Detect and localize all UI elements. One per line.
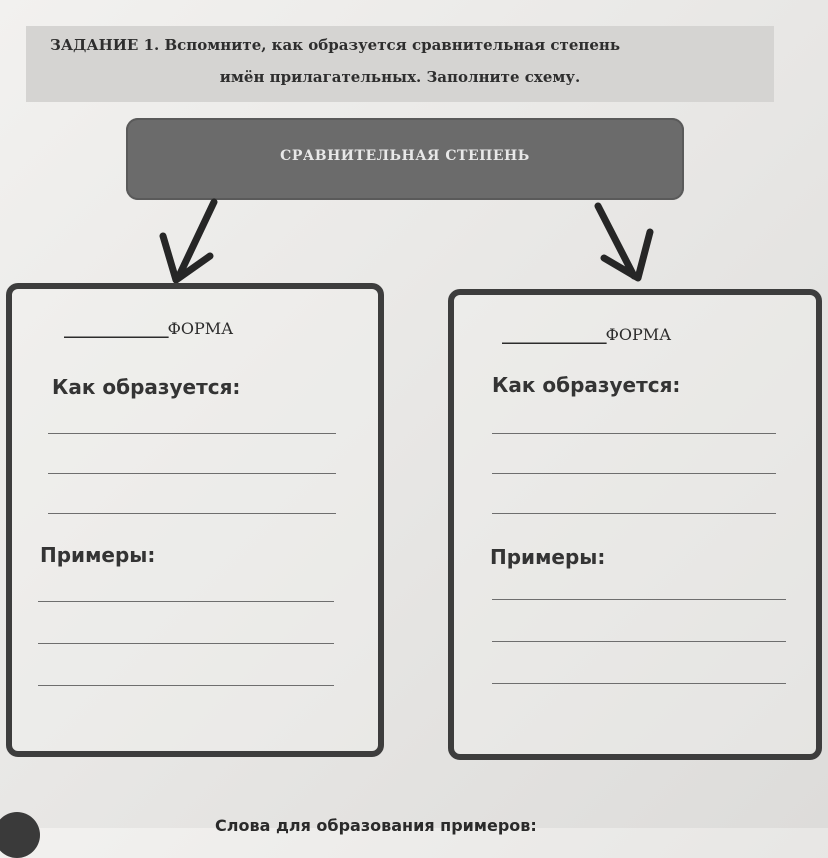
task-title-line-2: имён прилагательных. Заполните схему. [219,68,581,86]
right-forma-blank[interactable]: ____________ [502,325,606,344]
right-example-line-2[interactable] [492,641,786,642]
left-how-label: Как образуется: [52,375,241,399]
left-examples-label: Примеры: [40,543,156,567]
right-forma-row [502,325,671,344]
left-form-panel [6,283,384,757]
right-how-label: Как образуется: [492,373,681,397]
left-how-line-1[interactable] [48,433,336,434]
left-how-line-2[interactable] [48,473,336,474]
left-forma-row [64,319,233,338]
left-example-line-1[interactable] [38,601,334,602]
right-example-line-3[interactable] [492,683,786,684]
left-example-line-3[interactable] [38,685,334,686]
right-forma-label: ФОРМА [605,325,672,344]
left-how-line-3[interactable] [48,513,336,514]
task-banner [26,26,774,102]
left-example-line-2[interactable] [38,643,334,644]
right-example-line-1[interactable] [492,599,786,600]
right-arrow [598,206,650,278]
left-forma-blank[interactable]: ____________ [64,319,168,338]
footer-circle-icon [0,812,40,858]
scheme-header-box [126,118,684,200]
right-form-panel [448,289,822,760]
left-arrow [163,202,214,280]
right-how-line-2[interactable] [492,473,776,474]
right-examples-label: Примеры: [490,545,606,569]
task-title-line-1: ЗАДАНИЕ 1. Вспомните, как образуется сравнительная степень [50,36,621,54]
scheme-header-label: СРАВНИТЕЛЬНАЯ СТЕПЕНЬ [280,148,530,164]
left-forma-label: ФОРМА [167,319,234,338]
right-how-line-3[interactable] [492,513,776,514]
right-how-line-1[interactable] [492,433,776,434]
footer-text: Слова для образования примеров: [215,816,537,835]
